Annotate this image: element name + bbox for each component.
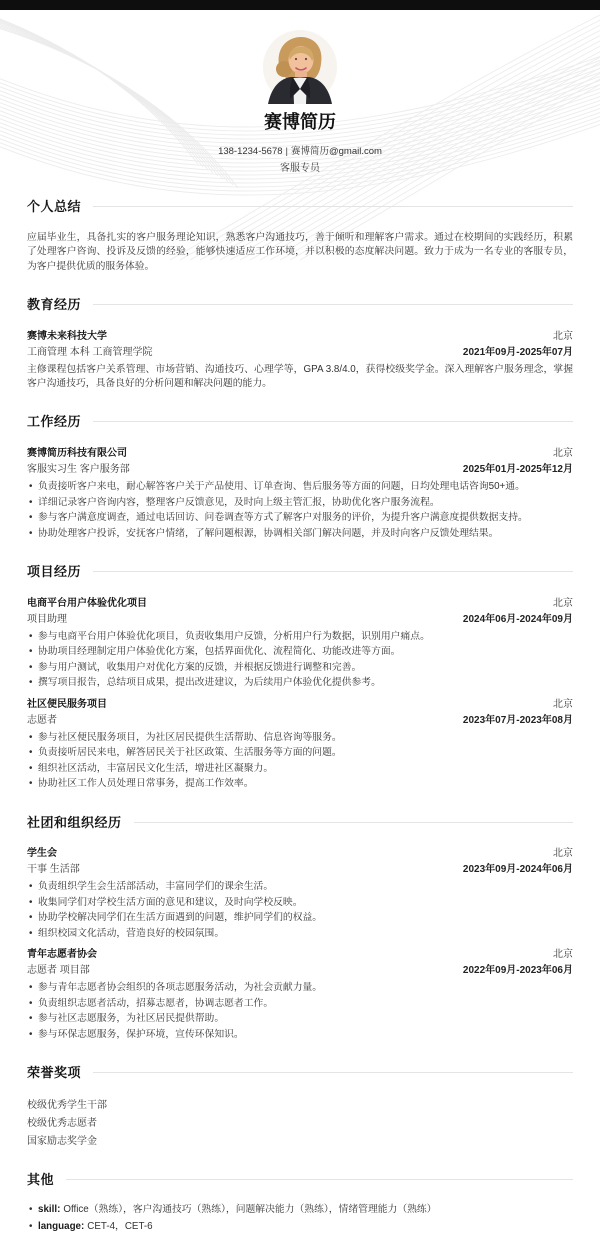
- top-accent-bar: [0, 0, 600, 10]
- entry-location: 北京: [553, 848, 573, 860]
- bullet-item: • 参与电商平台用户体验优化项目，负责收集用户反馈，分析用户行为数据，识别用户痛点。: [27, 629, 573, 645]
- section-other: [27, 1160, 573, 1235]
- candidate-name: 赛博简历: [264, 112, 336, 132]
- bullet-item: • 协助项目经理制定用户体验优化方案，包括界面优化、流程简化、功能改进等方面。: [27, 644, 573, 660]
- organization-entry: [27, 846, 573, 941]
- resume-body: [0, 187, 600, 1235]
- honor-item: 校级优秀志愿者: [27, 1117, 97, 1129]
- project-entry: [27, 596, 573, 691]
- bullet-list: [27, 479, 573, 541]
- school-name: 赛博未来科技大学: [27, 330, 107, 342]
- resume-header: [0, 30, 600, 176]
- entry-date-range: 2025年01月-2025年12月: [462, 464, 573, 476]
- entry-subtitle-row: [27, 862, 573, 877]
- section-header: [27, 1160, 573, 1199]
- entry-date-range: 2023年07月-2023年08月: [462, 714, 573, 726]
- other-list: [27, 1202, 573, 1235]
- skill-item: [27, 1202, 573, 1219]
- profile-photo: [263, 30, 337, 104]
- summary-text: 应届毕业生，具备扎实的客户服务理论知识，熟悉客户沟通技巧，善于倾听和理解客户需求。通过在校期间的实践经历，积累了处理客户咨询、投诉及反馈的经验，能够快速适应工作环境，并以积极的态度解决问题。致力于成为一名专业的客服专员，为客户提供优质的服务体验。: [27, 231, 573, 272]
- section-personal-summary: [27, 187, 573, 274]
- section-divider: [93, 206, 573, 207]
- role-title: 干事 生活部: [27, 864, 80, 876]
- job-title: 客服专员: [280, 163, 320, 175]
- degree-info: 工商管理 本科 工商管理学院: [27, 346, 153, 358]
- bullet-item: • 负责组织学生会生活部活动，丰富同学们的课余生活。: [27, 879, 573, 895]
- education-description: 主修课程包括客户关系管理、市场营销、沟通技巧、心理学等，GPA 3.8/4.0，获得校级奖学金。深入理解客户服务理念，掌握客户沟通技巧，具备良好的分析问题和解决问题的能力。: [27, 363, 573, 390]
- bullet-item: • 撰写项目报告，总结项目成果，提出改进建议，为后续用户体验优化提供参考。: [27, 675, 573, 691]
- section-divider: [134, 822, 573, 823]
- section-divider: [93, 421, 573, 422]
- role-title: 志愿者 项目部: [27, 965, 90, 977]
- bullet-item: • 协助学校解决同学们在生活方面遇到的问题，维护同学们的权益。: [27, 910, 573, 926]
- contact-separator: |: [285, 146, 288, 158]
- role-title: 客服实习生 客户服务部: [27, 464, 130, 476]
- section-title: 荣誉奖项: [27, 1065, 82, 1081]
- bullet-item: • 协助处理客户投诉，安抚客户情绪，了解问题根源，协调相关部门解决问题，并及时向客户反馈处理结果。: [27, 526, 573, 542]
- entry-location: 北京: [553, 698, 573, 710]
- bullet-list: [27, 879, 573, 941]
- entry-subtitle-row: [27, 345, 573, 360]
- entry-title-row: [27, 947, 573, 962]
- section-header: [27, 187, 573, 226]
- bullet-list: [27, 629, 573, 691]
- role-title: 项目助理: [27, 613, 67, 625]
- section-projects: [27, 552, 573, 792]
- section-divider: [93, 304, 573, 305]
- company-name: 赛博简历科技有限公司: [27, 448, 127, 460]
- section-title: 个人总结: [27, 198, 82, 214]
- bullet-item: • 协助社区工作人员处理日常事务，提高工作效率。: [27, 776, 573, 792]
- bullet-item: • 参与社区便民服务项目，为社区居民提供生活帮助、信息咨询等服务。: [27, 730, 573, 746]
- bullet-item: • 参与社区志愿服务，为社区居民提供帮助。: [27, 1011, 573, 1027]
- section-title: 项目经历: [27, 564, 82, 580]
- entry-subtitle-row: [27, 612, 573, 627]
- section-header: [27, 285, 573, 324]
- project-name: 社区便民服务项目: [27, 698, 107, 710]
- honor-item: 校级优秀学生干部: [27, 1099, 107, 1111]
- bullet-item: • 负责接听居民来电，解答居民关于社区政策、生活服务等方面的问题。: [27, 745, 573, 761]
- skill-text: Office（熟练），客户沟通技巧（熟练），问题解决能力（熟练），情绪管理能力（熟练）: [63, 1204, 437, 1216]
- bullet-list: [27, 730, 573, 792]
- section-divider: [93, 571, 573, 572]
- role-title: 志愿者: [27, 714, 57, 726]
- section-title: 工作经历: [27, 414, 82, 430]
- bullet-item: • 收集同学们对学校生活方面的意见和建议，及时向学校反映。: [27, 895, 573, 911]
- entry-title-row: [27, 697, 573, 712]
- bullet-item: • 参与环保志愿服务，保护环境，宣传环保知识。: [27, 1027, 573, 1043]
- project-entry: [27, 697, 573, 792]
- entry-location: 北京: [553, 330, 573, 342]
- organization-name: 学生会: [27, 848, 57, 860]
- bullet-item: • 组织校园文化活动，营造良好的校园氛围。: [27, 926, 573, 942]
- language-item: [27, 1219, 573, 1235]
- portrait-illustration: [263, 30, 337, 104]
- language-label: language:: [38, 1220, 85, 1232]
- entry-date-range: 2021年09月-2025年07月: [462, 346, 573, 358]
- entry-date-range: 2024年06月-2024年09月: [462, 613, 573, 625]
- bullet-item: • 负责接听客户来电，耐心解答客户关于产品使用、订单查询、售后服务等方面的问题，日均处理电话咨询50+通。: [27, 479, 573, 495]
- entry-title-row: [27, 846, 573, 861]
- section-header: [27, 552, 573, 591]
- honor-item: 国家励志奖学金: [27, 1135, 97, 1147]
- section-title: 教育经历: [27, 296, 82, 312]
- entry-subtitle-row: [27, 963, 573, 978]
- section-honors: [27, 1053, 573, 1149]
- email-address: 赛博简历@gmail.com: [290, 146, 382, 158]
- section-title: 其他: [27, 1171, 55, 1187]
- entry-location: 北京: [553, 949, 573, 961]
- contact-line: [0, 145, 600, 159]
- entry-title-row: [27, 446, 573, 461]
- section-work-experience: [27, 403, 573, 542]
- organization-entry: [27, 947, 573, 1042]
- section-organizations: [27, 803, 573, 1043]
- bullet-item: • 参与客户满意度调查，通过电话回访、问卷调查等方式了解客户对服务的评价，为提升客户满意度提供数据支持。: [27, 510, 573, 526]
- section-header: [27, 403, 573, 442]
- section-title: 社团和组织经历: [27, 814, 122, 830]
- bullet-item: • 参与用户测试，收集用户对优化方案的反馈，并根据反馈进行调整和完善。: [27, 660, 573, 676]
- section-header: [27, 803, 573, 842]
- entry-subtitle-row: [27, 713, 573, 728]
- bullet-item: • 组织社区活动，丰富居民文化生活，增进社区凝聚力。: [27, 761, 573, 777]
- section-divider: [66, 1179, 573, 1180]
- bullet-item: • 详细记录客户咨询内容，整理客户反馈意见，及时向上级主管汇报，协助优化客户服务流程。: [27, 495, 573, 511]
- bullet-list: [27, 980, 573, 1042]
- entry-date-range: 2023年09月-2024年06月: [462, 864, 573, 876]
- entry-date-range: 2022年09月-2023年06月: [462, 965, 573, 977]
- organization-name: 青年志愿者协会: [27, 949, 97, 961]
- section-education: [27, 285, 573, 392]
- phone-number: 138-1234-5678: [218, 146, 283, 158]
- bullet-item: • 负责组织志愿者活动，招募志愿者，协调志愿者工作。: [27, 996, 573, 1012]
- section-divider: [93, 1072, 573, 1073]
- bullet-item: • 参与青年志愿者协会组织的各项志愿服务活动，为社会贡献力量。: [27, 980, 573, 996]
- entry-location: 北京: [553, 448, 573, 460]
- skill-label: skill:: [38, 1204, 61, 1216]
- project-name: 电商平台用户体验优化项目: [27, 597, 147, 609]
- work-entry: [27, 446, 573, 541]
- entry-title-row: [27, 329, 573, 344]
- entry-subtitle-row: [27, 462, 573, 477]
- entry-location: 北京: [553, 597, 573, 609]
- entry-title-row: [27, 596, 573, 611]
- language-text: CET-4，CET-6: [87, 1220, 153, 1232]
- education-entry: [27, 329, 573, 392]
- section-header: [27, 1053, 573, 1092]
